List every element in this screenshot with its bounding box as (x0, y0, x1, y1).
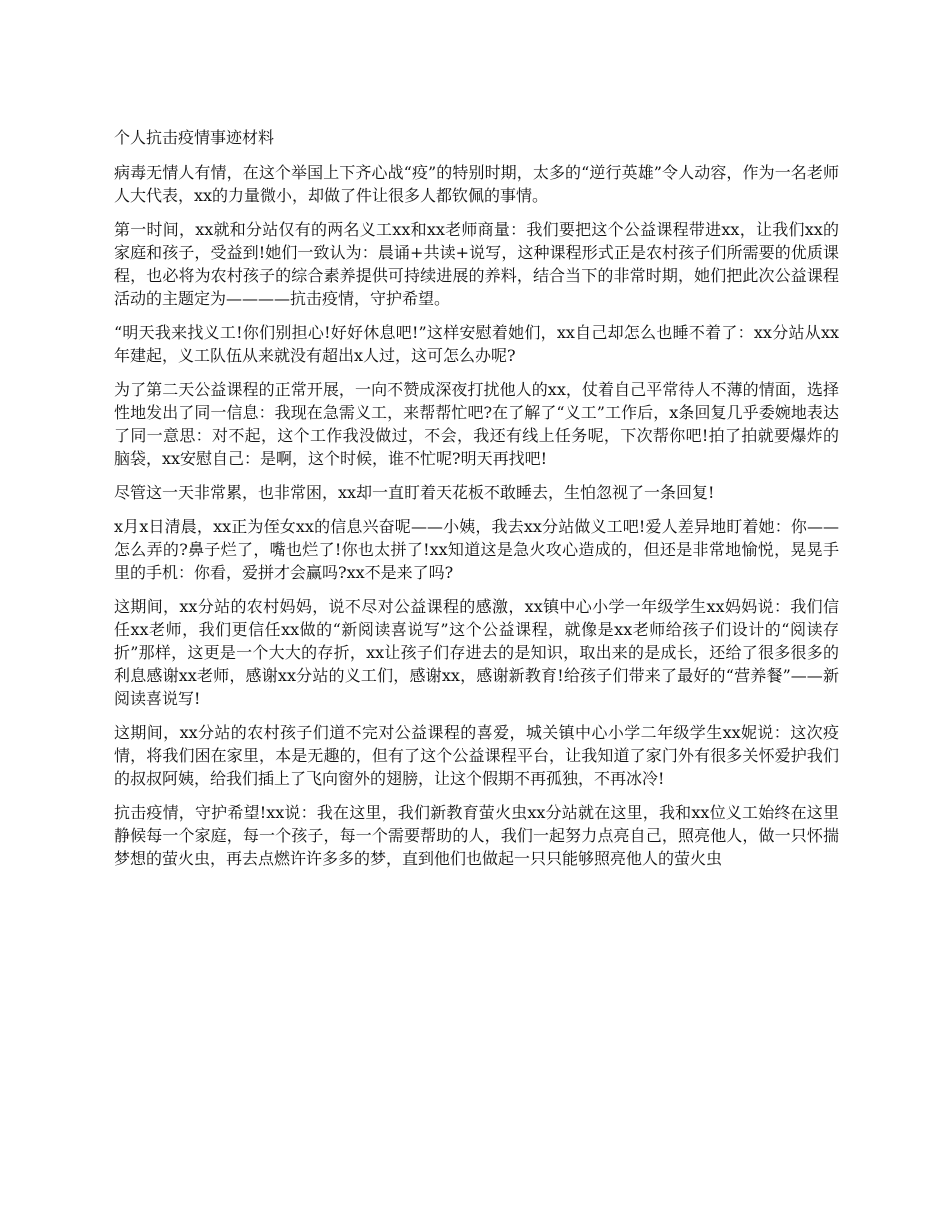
document-page (114, 126, 839, 881)
paragraph-5: 尽管这一天非常累，也非常困，xx却一直盯着天花板不敢睡去，生怕忽视了一条回复! (114, 483, 715, 502)
paragraph-1: 病毒无情人有情，在这个举国上下齐心战“疫”的特别时期，太多的“逆行英雄”令人动容，作为一名老师人大代表，xx的力量微小，却做了件让很多人都钦佩的事情。 (114, 163, 839, 205)
paragraph-6: x月x日清晨，xx正为侄女xx的信息兴奋呢——小姨，我去xx分站做义工吧!爱人差异地盯着她：你——怎么弄的?鼻子烂了，嘴也烂了!你也太拼了!xx知道这是急火攻心造成的，但还是非常地愉悦，晃晃手里的手机：你看，爱拼才会赢吗?xx不是来了吗? (114, 517, 839, 582)
paragraph-3: “明天我来找义工!你们别担心!好好休息吧!”这样安慰着她们，xx自己却怎么也睡不着了：xx分站从xx年建起，义工队伍从来就没有超出x人过，这可怎么办呢? (114, 323, 839, 365)
paragraph-9: 抗击疫情，守护希望!xx说：我在这里，我们新教育萤火虫xx分站就在这里，我和xx位义工始终在这里静候每一个家庭，每一个孩子，每一个需要帮助的人，我们一起努力点亮自己，照亮他人，做一只怀揣梦想的萤火虫，再去点燃许许多多的梦，直到他们也做起一只只能够照亮他人的萤火虫 (114, 803, 839, 868)
document-title: 个人抗击疫情事迹材料 (114, 128, 275, 147)
paragraph-7: 这期间，xx分站的农村妈妈，说不尽对公益课程的感激，xx镇中心小学一年级学生xx妈妈说：我们信任xx老师，我们更信任xx做的“新阅读喜说写”这个公益课程，就像是xx老师给孩子们设计的“阅读存折”那样，这更是一个大大的存折，xx让孩子们存进去的是知识，取出来的是成长，还给了很多很多的利息感谢xx老师，感谢xx分站的义工们，感谢xx，感谢新教育!给孩子们带来了最好的“营养餐”——新阅读喜说写! (114, 597, 839, 708)
paragraph-4: 为了第二天公益课程的正常开展，一向不赞成深夜打扰他人的xx，仗着自己平常待人不薄的情面，选择性地发出了同一信息：我现在急需义工，来帮帮忙吧?在了解了“义工”工作后，x条回复几乎委婉地表达了同一意思：对不起，这个工作我没做过，不会，我还有线上任务呢，下次帮你吧!拍了拍就要爆炸的脑袋，xx安慰自己：是啊，这个时候，谁不忙呢?明天再找吧! (114, 380, 839, 468)
paragraph-8: 这期间，xx分站的农村孩子们道不完对公益课程的喜爱，城关镇中心小学二年级学生xx妮说：这次疫情，将我们困在家里，本是无趣的，但有了这个公益课程平台，让我知道了家门外有很多关怀爱护我们的叔叔阿姨，给我们插上了飞向窗外的翅膀，让这个假期不再孤独，不再冰冷! (114, 723, 839, 788)
paragraph-2: 第一时间，xx就和分站仅有的两名义工xx和xx老师商量：我们要把这个公益课程带进xx，让我们xx的家庭和孩子，受益到!她们一致认为：晨诵+共读+说写，这种课程形式正是农村孩子们所需要的优质课程，也必将为农村孩子的综合素养提供可持续进展的养料，结合当下的非常时期，她们把此次公益课程活动的主题定为————抗击疫情，守护希望。 (114, 220, 839, 308)
